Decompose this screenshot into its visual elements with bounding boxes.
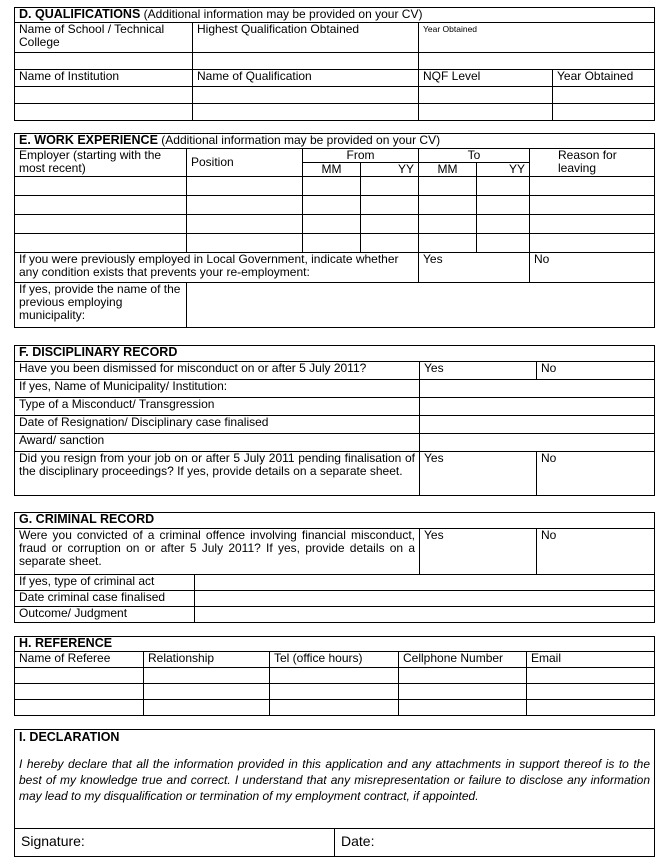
date-label: Date: — [341, 833, 375, 849]
qualifications-table — [14, 7, 655, 121]
qualifications-title — [15, 8, 655, 23]
misconduct-type-label: Type of a Misconduct/ Transgression — [15, 398, 420, 416]
from-yy-cell[interactable] — [361, 177, 419, 196]
tel-header: Tel (office hours) — [270, 652, 399, 668]
work-experience-title-note: (Additional information may be provided on your CV) — [161, 133, 441, 147]
reference-title: H. REFERENCE — [15, 637, 655, 652]
reason-cell[interactable] — [530, 177, 655, 196]
employer-cell[interactable] — [15, 234, 187, 253]
dismissed-question: Have you been dismissed for misconduct on or after 5 July 2011? — [15, 362, 420, 380]
highest-qualification-header: Highest Qualification Obtained — [193, 23, 419, 53]
local-government-yes[interactable]: Yes — [419, 253, 530, 283]
relationship-cell[interactable] — [144, 668, 270, 684]
from-mm-cell[interactable] — [303, 196, 361, 215]
declaration-title: I. DECLARATION — [19, 730, 120, 744]
resignation-date-cell[interactable] — [420, 416, 655, 434]
disciplinary-record-table — [14, 345, 655, 496]
nqf-level-cell[interactable] — [419, 87, 553, 104]
municipality-name-label: If yes, Name of Municipality/ Institution: — [15, 380, 420, 398]
award-sanction-cell[interactable] — [420, 434, 655, 452]
work-experience-title — [15, 134, 655, 149]
highest-qualification-cell[interactable] — [193, 53, 419, 70]
local-government-question: If you were previously employed in Local Government, indicate whether any condition exists that prevents your re-employment: — [15, 253, 419, 283]
to-yy-header: YY — [477, 163, 530, 177]
declaration-table — [14, 729, 655, 857]
qualification-name-header: Name of Qualification — [193, 70, 419, 87]
to-yy-cell[interactable] — [477, 215, 530, 234]
criminal-question: Were you convicted of a criminal offence involving financial misconduct, fraud or corruption on or after 5 July 2011? If yes, provide details on a separate sheet. — [15, 529, 420, 575]
declaration-text: I hereby declare that all the information provided in this application and any attachments in support thereof is to the best of my knowledge true and correct. I understand that any misrepresentation or failure to disclose any information may lead to my disqualification or termination of my employment contract, if appointed. — [19, 757, 650, 803]
referee-name-cell[interactable] — [15, 684, 144, 700]
to-yy-cell[interactable] — [477, 196, 530, 215]
from-mm-header: MM — [303, 163, 361, 177]
reason-cell[interactable] — [530, 234, 655, 253]
employer-cell[interactable] — [15, 215, 187, 234]
employer-cell[interactable] — [15, 177, 187, 196]
school-year-header: Year Obtained — [419, 23, 655, 53]
institution-name-header: Name of Institution — [15, 70, 193, 87]
referee-name-header: Name of Referee — [15, 652, 144, 668]
nqf-level-header: NQF Level — [419, 70, 553, 87]
criminal-case-date-cell[interactable] — [195, 591, 655, 607]
to-yy-cell[interactable] — [477, 177, 530, 196]
to-mm-cell[interactable] — [419, 234, 477, 253]
email-cell[interactable] — [527, 668, 655, 684]
position-cell[interactable] — [187, 234, 303, 253]
tel-cell[interactable] — [270, 668, 399, 684]
cellphone-cell[interactable] — [399, 700, 527, 716]
institution-year-cell[interactable] — [553, 104, 655, 121]
position-cell[interactable] — [187, 177, 303, 196]
from-header: From — [303, 149, 419, 163]
school-year-cell[interactable] — [419, 53, 655, 70]
dismissed-yes[interactable]: Yes — [420, 362, 537, 380]
municipality-name-cell[interactable] — [420, 380, 655, 398]
to-mm-header: MM — [419, 163, 477, 177]
criminal-yes[interactable]: Yes — [420, 529, 537, 575]
qualifications-title-note: (Additional information may be provided on your CV) — [143, 7, 423, 21]
criminal-act-type-label: If yes, type of criminal act — [15, 575, 195, 591]
institution-name-cell[interactable] — [15, 104, 193, 121]
reason-header: Reason for leaving — [530, 149, 655, 177]
work-experience-table — [14, 133, 655, 328]
cellphone-cell[interactable] — [399, 684, 527, 700]
position-cell[interactable] — [187, 196, 303, 215]
previous-municipality-cell[interactable] — [187, 283, 655, 328]
declaration-box — [15, 730, 655, 829]
reason-cell[interactable] — [530, 196, 655, 215]
referee-name-cell[interactable] — [15, 700, 144, 716]
award-sanction-label: Award/ sanction — [15, 434, 420, 452]
resign-pending-question: Did you resign from your job on or after 5 July 2011 pending finalisation of the disciplinary proceedings? If yes, provide details on a separate sheet. — [15, 452, 420, 496]
to-yy-cell[interactable] — [477, 234, 530, 253]
reference-table — [14, 636, 655, 716]
resignation-date-label: Date of Resignation/ Disciplinary case finalised — [15, 416, 420, 434]
work-experience-title-bold: E. WORK EXPERIENCE — [19, 133, 158, 147]
relationship-header: Relationship — [144, 652, 270, 668]
nqf-level-cell[interactable] — [419, 104, 553, 121]
to-mm-cell[interactable] — [419, 177, 477, 196]
to-mm-cell[interactable] — [419, 215, 477, 234]
institution-name-cell[interactable] — [15, 87, 193, 104]
signature-label: Signature: — [21, 833, 85, 849]
criminal-record-table — [14, 512, 655, 623]
local-government-no[interactable]: No — [530, 253, 655, 283]
school-name-header: Name of School / Technical College — [15, 23, 193, 53]
tel-cell[interactable] — [270, 700, 399, 716]
disciplinary-title: F. DISCIPLINARY RECORD — [15, 346, 655, 362]
cellphone-header: Cellphone Number — [399, 652, 527, 668]
email-header: Email — [527, 652, 655, 668]
resign-pending-no[interactable]: No — [537, 452, 655, 496]
position-header: Position — [187, 149, 303, 177]
email-cell[interactable] — [527, 700, 655, 716]
institution-year-cell[interactable] — [553, 87, 655, 104]
from-yy-cell[interactable] — [361, 215, 419, 234]
criminal-case-date-label: Date criminal case finalised — [15, 591, 195, 607]
institution-year-header: Year Obtained — [553, 70, 655, 87]
position-cell[interactable] — [187, 215, 303, 234]
school-name-cell[interactable] — [15, 53, 193, 70]
dismissed-no[interactable]: No — [537, 362, 655, 380]
qualifications-title-bold: D. QUALIFICATIONS — [19, 7, 141, 21]
criminal-act-type-cell[interactable] — [195, 575, 655, 591]
from-yy-cell[interactable] — [361, 234, 419, 253]
qualification-name-cell[interactable] — [193, 87, 419, 104]
from-yy-cell[interactable] — [361, 196, 419, 215]
criminal-no[interactable]: No — [537, 529, 655, 575]
from-mm-cell[interactable] — [303, 177, 361, 196]
cellphone-cell[interactable] — [399, 668, 527, 684]
criminal-outcome-label: Outcome/ Judgment — [15, 607, 195, 623]
from-mm-cell[interactable] — [303, 215, 361, 234]
previous-municipality-question: If yes, provide the name of the previous employing municipality: — [15, 283, 187, 328]
criminal-outcome-cell[interactable] — [195, 607, 655, 623]
reason-cell[interactable] — [530, 215, 655, 234]
misconduct-type-cell[interactable] — [420, 398, 655, 416]
to-header: To — [419, 149, 530, 163]
email-cell[interactable] — [527, 684, 655, 700]
date-field[interactable] — [335, 829, 655, 857]
from-mm-cell[interactable] — [303, 234, 361, 253]
employer-cell[interactable] — [15, 196, 187, 215]
resign-pending-yes[interactable]: Yes — [420, 452, 537, 496]
criminal-title: G. CRIMINAL RECORD — [15, 513, 655, 529]
qualification-name-cell[interactable] — [193, 104, 419, 121]
relationship-cell[interactable] — [144, 684, 270, 700]
to-mm-cell[interactable] — [419, 196, 477, 215]
referee-name-cell[interactable] — [15, 668, 144, 684]
signature-field[interactable] — [15, 829, 335, 857]
from-yy-header: YY — [361, 163, 419, 177]
employer-header: Employer (starting with the most recent) — [15, 149, 187, 177]
tel-cell[interactable] — [270, 684, 399, 700]
relationship-cell[interactable] — [144, 700, 270, 716]
